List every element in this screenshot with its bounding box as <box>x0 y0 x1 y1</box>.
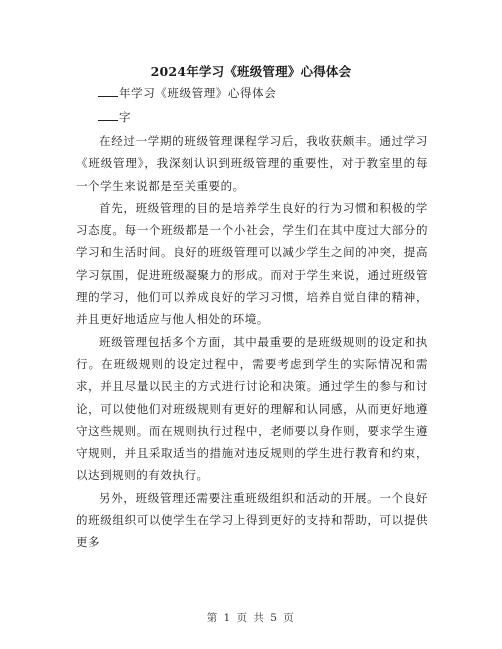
paragraph: 另外，班级管理还需要注重班级组织和活动的开展。一个良好的班级组织可以使学生在学习上得到更好的支持和帮助，可以提供更多 <box>76 490 428 550</box>
page-number: 第 1 页 共 5 页 <box>206 612 296 624</box>
word-count-label: 字 <box>119 110 131 124</box>
blank-underline <box>98 110 118 121</box>
paragraph: 在经过一学期的班级管理课程学习后，我收获颇丰。通过学习《班级管理》，我深刻认识到班级管理的重要性，对于教室里的每一个学生来说都是至关重要的。 <box>76 134 428 193</box>
subtitle-text: 年学习《班级管理》心得体会 <box>119 86 277 100</box>
blank-underline <box>98 86 118 97</box>
document-body <box>76 130 428 554</box>
word-count-line <box>98 109 131 125</box>
paragraph: 班级管理包括多个方面，其中最重要的是班级规则的设定和执行。在班级规则的设定过程中，需要考虑到学生的实际情况和需求，并且尽量以民主的方式进行讨论和决策。通过学生的参与和讨论，可以使他们对班级规则有更好的理解和认同感，从而更好地遵守这些规则。而在规则执行过程中，老师要以身作则，要求学生遵守规则，并且采取适当的措施对违反规则的学生进行教育和约束，以达到规则的有效执行。 <box>76 334 428 483</box>
paragraph: 首先，班级管理的目的是培养学生良好的行为习惯和积极的学习态度。每一个班级都是一个小社会，学生们在其中度过大部分的学习和生活时间。良好的班级管理可以减少学生之间的冲突，提高学习氛围，促进班级凝聚力的形成。而对于学生来说，通过班级管理的学习，他们可以养成良好的学习习惯，培养自觉自律的精神，并且更好地适应与他人相处的环境。 <box>76 200 428 327</box>
document-title: 2024年学习《班级管理》心得体会 <box>150 64 352 79</box>
document-subtitle <box>98 85 276 101</box>
